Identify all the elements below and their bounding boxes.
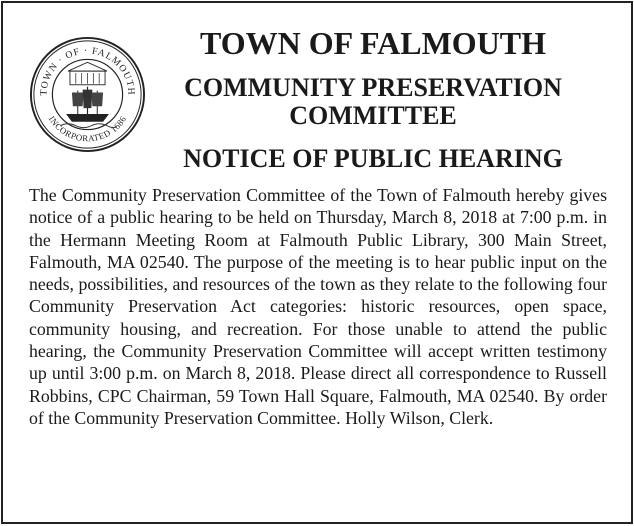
town-title: TOWN OF FALMOUTH — [199, 25, 547, 61]
committee-title: COMMUNITY PRESERVATION COMMITTEE — [184, 73, 562, 130]
notice-header — [163, 23, 583, 174]
town-seal-icon — [29, 36, 146, 153]
notice-body: The Community Preservation Committee of the Town of Falmouth hereby gives notice of a public hearing to be held on Thursday, March 8, 2018 at 7:00 p.m. in the Hermann Meeting Room at Falmouth Public Library, 300 Main Street, Falmouth, MA 02540. The purpose of the meeting is to hear public input on the needs, possibilities, and resources of the town as they relate to the following four Community Preservation Act categories: historic resources, open space, community housing, and recreation. For those unable to attend the public hearing, the Community Preservation Committee will accept written testimony up until 3:00 p.m. on March 8, 2018. Please direct all correspondence to Russell Robbins, CPC Chairman, 59 Town Hall Square, Falmouth, MA 02540. By order of the Community Preservation Committee. Holly Wilson, Clerk. — [29, 185, 607, 428]
notice-heading: NOTICE OF PUBLIC HEARING — [183, 144, 563, 173]
public-notice — [1, 1, 633, 524]
seal-top-text: TOWN · OF · FALMOUTH — [38, 45, 137, 97]
seal-bottom-text: INCORPORATED 1686 — [46, 114, 129, 144]
